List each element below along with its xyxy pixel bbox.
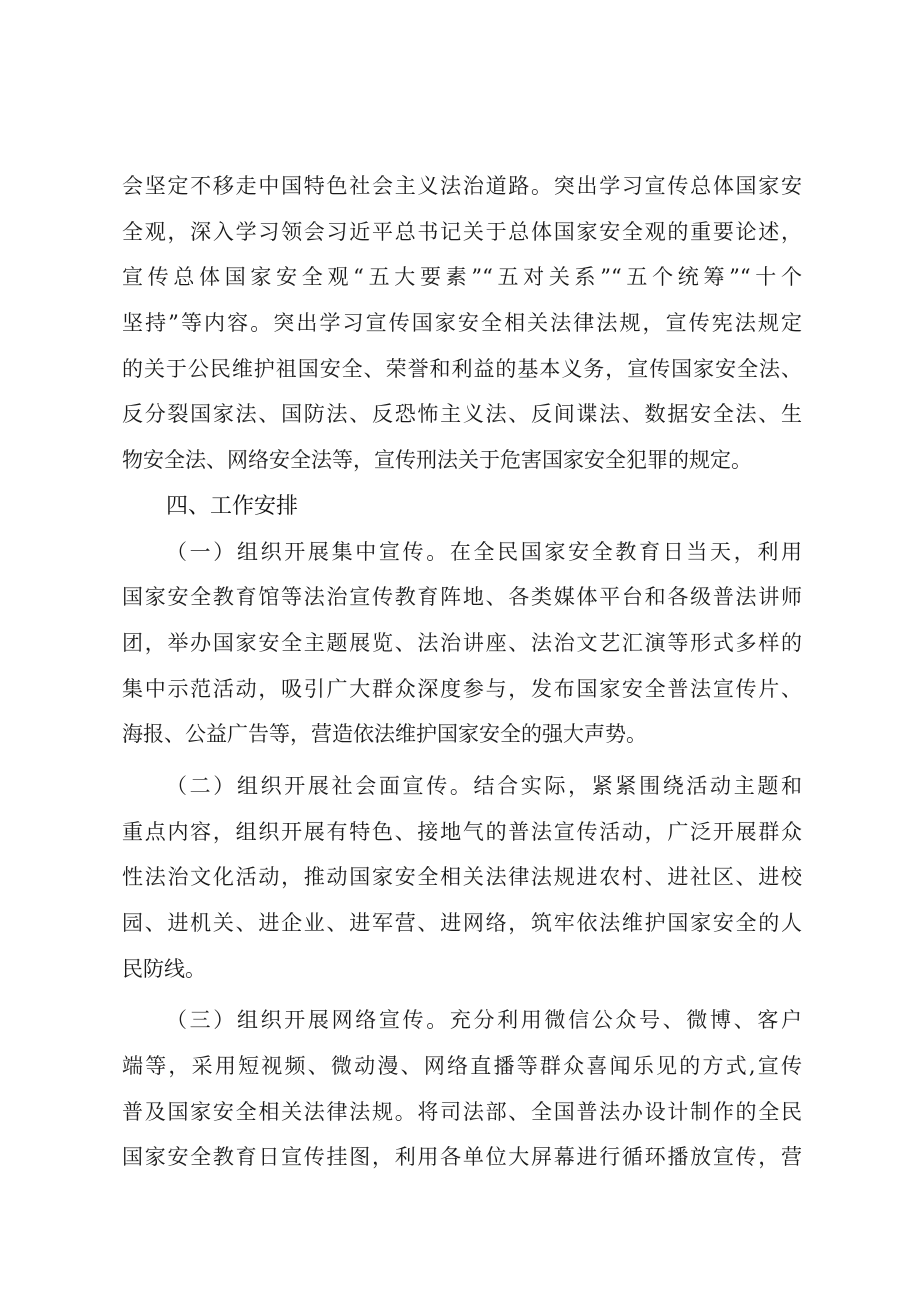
text-line: 重点内容，组织开展有特色、接地气的普法宣传活动，广泛开展群众 <box>122 819 802 844</box>
text-line: 普及国家安全相关法律法规。将司法部、全国普法办设计制作的全民 <box>122 1099 802 1124</box>
section-heading: 四、工作安排 <box>166 493 299 519</box>
paragraph-3 <box>122 998 802 1181</box>
paragraph-intro <box>122 164 802 484</box>
text-line: 物安全法、网络安全法等，宣传刑法关于危害国家安全犯罪的规定。 <box>122 448 752 473</box>
text-line: 的关于公民维护祖国安全、荣誉和利益的基本义务，宣传国家安全法、 <box>122 356 802 381</box>
text-line: （二）组织开展社会面宣传。结合实际，紧紧围绕活动主题和 <box>166 773 802 798</box>
text-line: 集中示范活动，吸引广大群众深度参与，发布国家安全普法宣传片、 <box>122 676 802 701</box>
text-line: 国家安全教育日宣传挂图，利用各单位大屏幕进行循环播放宣传，营 <box>122 1145 802 1170</box>
text-line: 坚持”等内容。突出学习宣传国家安全相关法律法规，宣传宪法规定 <box>122 311 802 336</box>
paragraph-2 <box>122 764 802 992</box>
text-line: 民防线。 <box>122 956 206 981</box>
paragraph-1 <box>122 530 802 758</box>
text-line: 端等，采用短视频、微动漫、网络直播等群众喜闻乐见的方式,宣传 <box>122 1054 802 1079</box>
text-line: 性法治文化活动，推动国家安全相关法律法规进农村、进社区、进校 <box>122 865 802 890</box>
document-body <box>122 164 802 1181</box>
text-line: 团，举办国家安全主题展览、法治讲座、法治文艺汇演等形式多样的 <box>122 630 802 655</box>
text-line: （一）组织开展集中宣传。在全民国家安全教育日当天，利用 <box>166 539 802 564</box>
text-line: 国家安全教育馆等法治宣传教育阵地、各类媒体平台和各级普法讲师 <box>122 585 802 610</box>
text-line: 会坚定不移走中国特色社会主义法治道路。突出学习宣传总体国家安 <box>122 174 802 198</box>
text-line: 海报、公益广告等，营造依法维护国家安全的强大声势。 <box>122 722 647 747</box>
text-line: 全观，深入学习领会习近平总书记关于总体国家安全观的重要论述， <box>122 219 802 244</box>
text-line: （三）组织开展网络宣传。充分利用微信公众号、微博、客户 <box>166 1008 802 1033</box>
text-line: 反分裂国家法、国防法、反恐怖主义法、反间谍法、数据安全法、生 <box>122 402 802 427</box>
text-line: 宣传总体国家安全观“五大要素”“五对关系”“五个统筹”“十个 <box>122 265 802 290</box>
text-line: 园、进机关、进企业、进军营、进网络，筑牢依法维护国家安全的人 <box>122 911 802 935</box>
